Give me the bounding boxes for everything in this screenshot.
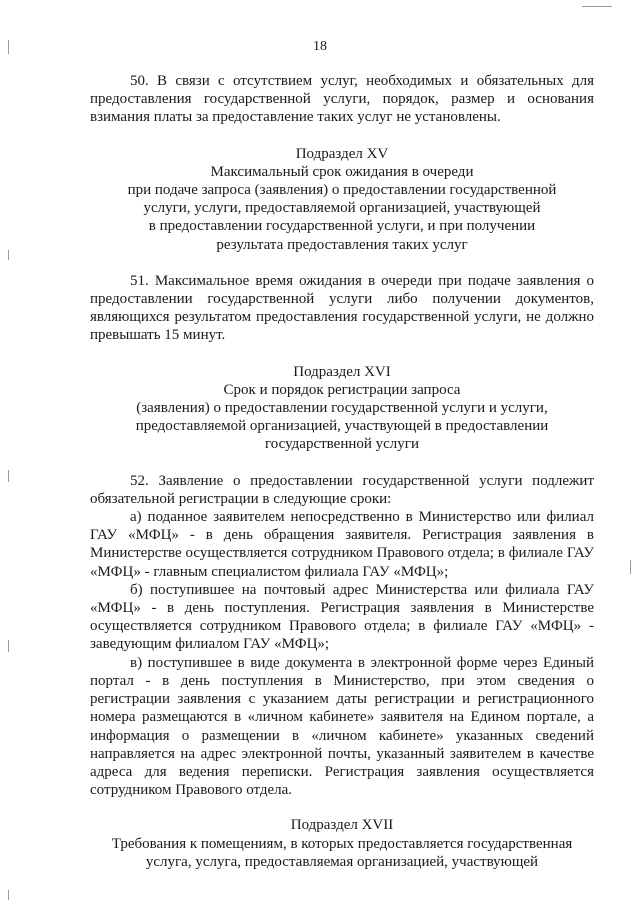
subsection-16-title: Подраздел XVI	[293, 363, 391, 380]
subsection-15-line: при подаче запроса (заявления) о предоставлении государственной	[127, 182, 557, 199]
scan-mark	[8, 470, 9, 482]
subsection-17-line: Требования к помещениям, в которых предоставляется государственная	[111, 835, 573, 852]
subsection-16-line: Срок и порядок регистрации запроса	[223, 381, 461, 398]
scan-mark	[630, 560, 631, 574]
paragraph-51: 51. Максимальное время ожидания в очереди при подаче заявления о предоставлении государственной услуги либо получении документов, являющихся результатом предоставления государственной услуги, не должно превышать 15 минут.	[90, 272, 594, 344]
document-body	[90, 72, 594, 871]
subsection-15-line: в предоставлении государственной услуги, и при получении	[148, 218, 536, 235]
paragraph-52-item-b: б) поступившее на почтовый адрес Министерства или филиала ГАУ «МФЦ» - в день поступления. Регистрация заявления в Министерстве осуществляется сотрудником Правового отдела; в филиале ГАУ «МФЦ» - заведующим филиалом ГАУ «МФЦ»;	[90, 581, 594, 653]
subsection-17-title: Подраздел XVII	[290, 817, 394, 834]
subsection-15-title: Подраздел XV	[295, 145, 389, 162]
subsection-15-line: услуги, услуги, предоставляемой организацией, участвующей	[143, 200, 541, 217]
page-number: 18	[313, 39, 327, 54]
subsection-16	[90, 363, 594, 454]
paragraph-50: 50. В связи с отсутствием услуг, необходимых и обязательных для предоставления государственной услуги, порядок, размер и основания взимания платы за предоставление таких услуг не установлены.	[90, 73, 594, 126]
subsection-15-line: Максимальный срок ожидания в очереди	[210, 163, 474, 180]
scan-mark	[8, 890, 9, 900]
subsection-16-line: предоставляемой организацией, участвующей в предоставлении	[135, 418, 549, 435]
scan-mark	[8, 640, 9, 652]
scan-mark	[8, 250, 9, 260]
subsection-16-line: (заявления) о предоставлении государственной услуги и услуги,	[136, 400, 548, 417]
subsection-17-line: услуга, услуга, предоставляемая организацией, участвующей	[145, 853, 539, 870]
paragraph-52-item-a: а) поданное заявителем непосредственно в Министерство или филиал ГАУ «МФЦ» - в день обращения заявителя. Регистрация заявления в Министерстве осуществляется сотрудником Правового отдела; в филиале ГАУ «МФЦ» - главным специалистом филиала ГАУ «МФЦ»;	[90, 509, 594, 580]
subsection-15-line: результата предоставления таких услуг	[216, 236, 468, 253]
subsection-16-line: государственной услуги	[265, 436, 419, 453]
subsection-15	[90, 145, 594, 254]
scan-mark	[582, 6, 612, 7]
subsection-17	[90, 816, 594, 871]
paragraph-52-intro: 52. Заявление о предоставлении государственной услуги подлежит обязательной регистрации в следующие сроки:	[90, 472, 594, 507]
paragraph-52-item-v: в) поступившее в виде документа в электронной форме через Единый портал - в день поступления в Министерство, при этом сведения о регистрации заявления с указанием даты регистрации и регистрационного номера размещаются в «личном кабинете» заявителя на Едином портале, а информация о размещении в «личном кабинете» указанных сведений направляется на адрес электронной почты, указанный заявителем в качестве адреса для ведения переписки. Регистрация заявления осуществляется сотрудником Правового отдела.	[90, 654, 594, 799]
